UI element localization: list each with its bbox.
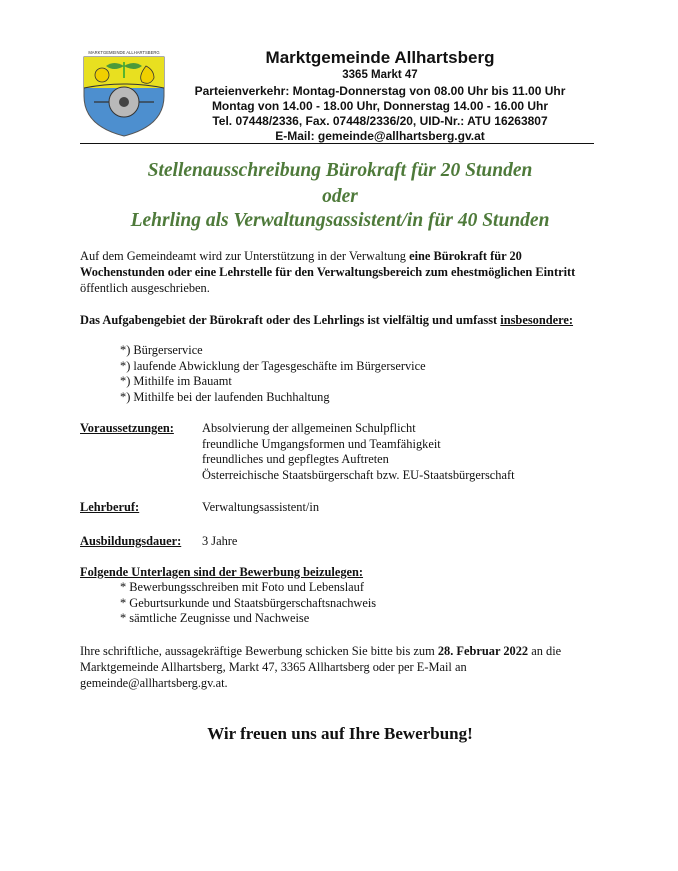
- list-item: *) Bürgerservice: [120, 343, 203, 357]
- requirements-list: [202, 421, 515, 483]
- duration-label: Ausbildungsdauer:: [80, 534, 182, 548]
- municipality-name: Marktgemeinde Allhartsberg: [265, 48, 495, 67]
- list-item: Absolvierung der allgemeinen Schulpflicht: [202, 421, 416, 435]
- profession-value: Verwaltungsassistent/in: [202, 500, 320, 514]
- intro-paragraph: [80, 248, 600, 296]
- crest-caption: MARKTGEMEINDE ALLHARTSBERG: [88, 50, 160, 55]
- application-paragraph: [80, 643, 600, 691]
- job-title-line-3: Lehrling als Verwaltungsassistent/in für 40 Stunden: [130, 210, 550, 231]
- duration-value: 3 Jahre: [202, 534, 238, 548]
- list-item: * Geburtsurkunde und Staatsbürgerschaftsnachweis: [120, 595, 377, 610]
- office-hours-label: Parteienverkehr:: [194, 84, 290, 98]
- tasks-heading-b: insbesondere:: [500, 313, 574, 327]
- application-text-1: Ihre schriftliche, aussagekräftige Bewerbung schicken Sie bitte bis zum: [80, 644, 438, 658]
- list-item: Österreichische Staatsbürgerschaft bzw. EU-Staatsbürgerschaft: [202, 467, 515, 482]
- intro-text-1: Auf dem Gemeindeamt wird zur Unterstützung in der Verwaltung: [80, 249, 410, 263]
- requirements-label: Voraussetzungen:: [80, 421, 174, 435]
- application-deadline: 28. Februar 2022: [437, 644, 529, 658]
- tasks-heading: [80, 312, 600, 328]
- header-divider: [80, 143, 594, 144]
- list-item: *) laufende Abwicklung der Tagesgeschäfte im Bürgerservice: [120, 358, 426, 373]
- intro-text-2: öffentlich ausgeschrieben.: [80, 281, 210, 295]
- coat-of-arms-logo: [80, 48, 168, 138]
- tasks-heading-a: Das Aufgabengebiet der Bürokraft oder des Lehrlings ist vielfältig und umfasst: [80, 313, 501, 327]
- job-title-line-1: Stellenausschreibung Bürokraft für 20 Stunden: [147, 160, 533, 181]
- list-item: * sämtliche Zeugnisse und Nachweise: [120, 611, 310, 625]
- municipality-address: 3365 Markt 47: [342, 69, 418, 81]
- profession-label: Lehrberuf:: [80, 500, 140, 514]
- list-item: * Bewerbungsschreiben mit Foto und Lebenslauf: [120, 580, 364, 594]
- tasks-list: [120, 343, 426, 405]
- job-title-line-2: oder: [322, 186, 358, 207]
- email-line: E-Mail: gemeinde@allhartsberg.gv.at: [275, 129, 485, 143]
- intro-bold: eine Bürokraft für 20 Wochenstunden oder eine Lehrstelle für den Verwaltungsbereich zum ehestmöglichen Eintritt: [80, 249, 576, 279]
- list-item: freundliches und gepflegtes Auftreten: [202, 452, 389, 466]
- documents-heading: Folgende Unterlagen sind der Bewerbung beizulegen:: [80, 565, 364, 579]
- contact-line: Tel. 07448/2336, Fax. 07448/2336/20, UID-Nr.: ATU 16263807: [212, 114, 548, 128]
- list-item: freundliche Umgangsformen und Teamfähigkeit: [202, 436, 441, 451]
- office-hours-line-2: Montag von 14.00 - 18.00 Uhr, Donnerstag 14.00 - 16.00 Uhr: [211, 99, 549, 113]
- list-item: *) Mithilfe bei der laufenden Buchhaltung: [120, 389, 330, 404]
- documents-list: [120, 580, 376, 627]
- closing-line: Wir freuen uns auf Ihre Bewerbung!: [207, 724, 473, 743]
- list-item: *) Mithilfe im Bauamt: [120, 374, 232, 388]
- office-hours-line-1: [180, 84, 580, 98]
- application-text-2: an die Marktgemeinde Allhartsberg, Markt 47, 3365 Allhartsberg oder per E-Mail an gemeinde@allhartsberg.gv.at.: [80, 644, 562, 690]
- office-hours-1: Montag-Donnerstag von 08.00 Uhr bis 11.00 Uhr: [292, 84, 566, 98]
